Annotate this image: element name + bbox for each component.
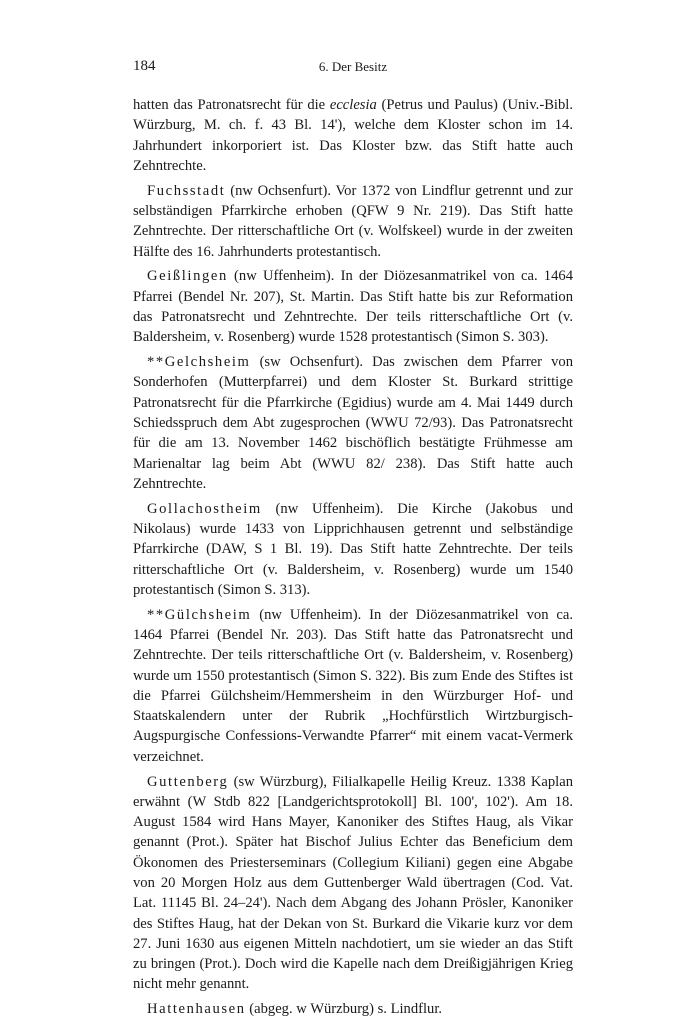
entry-keyword: Geißlingen (147, 268, 228, 285)
entry-keyword: Fuchsstadt (147, 182, 226, 199)
paragraph-text-before: hatten das Patronatsrecht für die (133, 97, 330, 113)
paragraph-continuation (133, 95, 573, 176)
entry-fuchsstadt (133, 181, 573, 262)
paragraph-text: (Petrus und Paulus) (Univ.-Bibl. Würzburg, M. ch. f. 43 Bl. 14'), welche dem Kloster schon im 14. Jahrhundert inkorporiert ist. Das Kloster bzw. das Stift hatte auch Zehntrechte. (133, 97, 573, 174)
entry-text: (abgeg. w Würzburg) s. Lindflur. (245, 1001, 443, 1018)
page-body (133, 95, 573, 1020)
entry-text: (nw Ochsenfurt). Vor 1372 von Lindflur getrennt und zur selbständigen Pfarrkirche erhoben (QFW 9 Nr. 219). Das Stift hatte Zehntrechte. Der ritterschaftliche Ort (v. Wolfskeel) wurde in der zweiten Hälfte des 16. Jahrhunderts protestantisch. (133, 182, 573, 260)
entry-text: (sw Würzburg), Filialkapelle Heilig Kreuz. 1338 Kaplan erwähnt (W Stdb 822 [Landgerichtsprotokoll] Bl. 100', 102'). Am 18. August 1584 wird Hans Mayer, Kanoniker des Stiftes Haug, als Vikar genannt (Prot.). Später hat Bischof Julius Echter das Beneficium dem Ökonomen des Priesterseminars (Collegium Kiliani) gegen eine Abgabe von 20 Morgen Holz aus dem Guttenberger Wald übertragen (Cod. Vat. Lat. 11145 Bl. 24–24'). Nach dem Abgang des Johann Prösler, Kanoniker des Stiftes Haug, hat der Dekan von St. Burkard die Vikarie kurz vor dem 27. Juni 1630 aus eigenen Mitteln nachdotiert, um sie wieder an das Stift zu bringen (Prot.). Doch wird die Kapelle nach dem Dreißigjährigen Krieg nicht mehr genannt. (133, 773, 573, 993)
page-header (133, 58, 573, 78)
entry-keyword: **Gelchsheim (147, 354, 251, 371)
entry-text: (sw Ochsenfurt). Das zwischen dem Pfarrer von Sonderhofen (Mutterpfarrei) und dem Kloster St. Burkard strittige Patronatsrecht für die Pfarrkirche (Egidius) wurde am 4. Mai 1449 durch Schiedsspruch dem Abt zugesprochen (WWU 72/93). Das Patronatsrecht für die am 13. November 1462 bischöflich bestätigte Frühmesse am Marienaltar lag beim Abt (WWU 82/ 238). Das Stift hatte auch Zehntrechte. (133, 354, 573, 492)
entry-text: (nw Uffenheim). Die Kirche (Jakobus und Nikolaus) wurde 1433 von Lipprichhausen getrennt und selbständige Pfarrkirche (DAW, S 1 Bl. 19). Das Stift hatte Zehntrechte. Der teils ritterschaftliche Ort (v. Baldersheim, v. Rosenberg) wurde um 1540 protestantisch (Simon S. 313). (133, 500, 573, 598)
entry-gelchsheim (133, 352, 573, 494)
entry-geisslingen (133, 266, 573, 347)
entry-keyword: Hattenhausen (147, 1001, 246, 1018)
entry-keyword: **Gülchsheim (147, 606, 252, 623)
entry-gollachostheim (133, 499, 573, 600)
entry-text: (nw Uffenheim). In der Diözesanmatrikel von ca. 1464 Pfarrei (Bendel Nr. 203). Das Stift hatte das Patronatsrecht und Zehntrechte. Der teils ritterschaftliche Ort (v. Baldersheim, v. Rosenberg) wurde um 1550 protestantisch (Simon S. 322). Bis zum Ende des Stiftes ist die Pfarrei Gülchsheim/Hemmersheim in den Würzburger Hof- und Staatskalendern unter der Rubrik „Hochfürstlich Wirtzburgisch-Augspurgische Confessions-Verwandte Pfarrer“ mit einem vacat-Vermerk verzeichnet. (133, 606, 573, 765)
entry-text: (nw Uffenheim). In der Diözesanmatrikel von ca. 1464 Pfarrei (Bendel Nr. 207), St. Martin. Das Stift hatte bis zur Reformation das Patronatsrecht und Zehntrechte. Der teils ritterschaftliche Ort (v. Baldersheim, v. Rosenberg) wurde 1528 protestantisch (Simon S. 303). (133, 268, 573, 346)
entry-guelchsheim (133, 605, 573, 767)
entry-keyword: Guttenberg (147, 773, 229, 790)
entry-guttenberg (133, 772, 573, 995)
italic-term: ecclesia (329, 97, 377, 113)
entry-hattenhausen (133, 999, 573, 1019)
entry-keyword: Gollachostheim (147, 500, 262, 517)
page-number: 184 (133, 58, 156, 74)
running-title: 6. Der Besitz (318, 59, 388, 74)
